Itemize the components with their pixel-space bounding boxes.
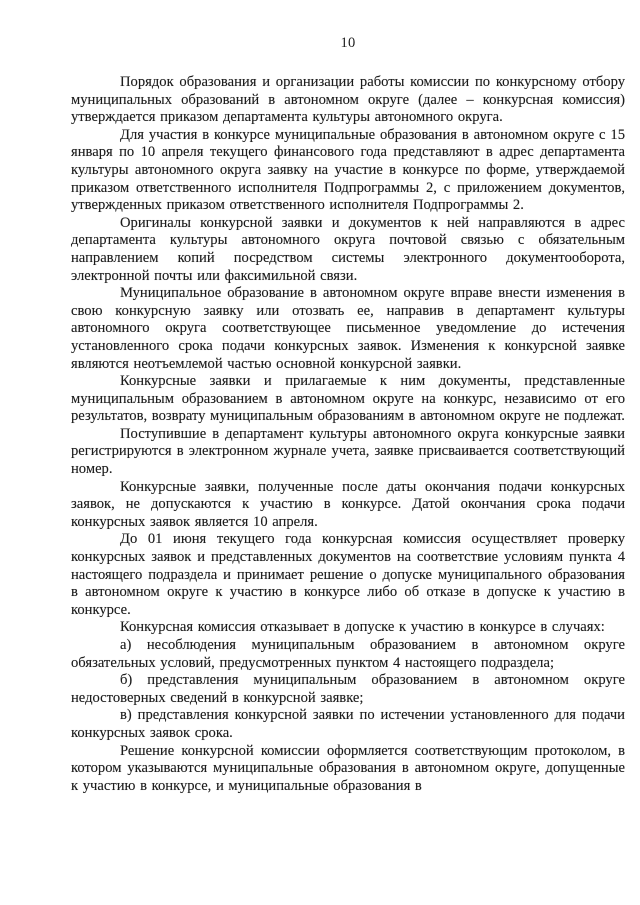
page-number: 10	[340, 35, 356, 51]
paragraph: Муниципальное образование в автономном округе вправе внести изменения в свою конкурсную заявку или отозвать ее, направив в департамент культуры автономного округа соответствующее письменное уведомление до истечения установленного срока подачи конкурсных заявок. Изменения к конкурсной заявке являются неотъемлемой частью основной конкурсной заявки.	[71, 285, 625, 372]
paragraph: в) представления конкурсной заявки по истечении установленного для подачи конкурсных заявок срока.	[71, 707, 625, 741]
paragraph: Оригиналы конкурсной заявки и документов к ней направляются в адрес департамента культуры автономного округа почтовой связью с обязательным направлением копий посредством системы электронного документооборота, электронной почты или факсимильной связи.	[71, 214, 625, 284]
paragraph: Порядок образования и организации работы комиссии по конкурсному отбору муниципальных образований в автономном округе (далее – конкурсная комиссия) утверждается приказом департамента культуры автономного округа.	[71, 74, 625, 126]
paragraph: Для участия в конкурсе муниципальные образования в автономном округе с 15 января по 10 апреля текущего финансового года представляют в адрес департамента культуры автономного округа заявку на участие в конкурсе по форме, утверждаемой приказом ответственного исполнителя Подпрограммы 2, с приложением документов, утвержденных приказом ответственного исполнителя Подпрограммы 2.	[71, 126, 625, 214]
paragraph: Конкурсные заявки и прилагаемые к ним документы, представленные муниципальным образованием в автономном округе на конкурс, независимо от его результатов, возврату муниципальным образованиям в автономном округе не подлежат.	[71, 373, 625, 425]
paragraph: а) несоблюдения муниципальным образованием в автономном округе обязательных условий, предусмотренных пунктом 4 настоящего подраздела;	[71, 637, 625, 671]
paragraph: До 01 июня текущего года конкурсная комиссия осуществляет проверку конкурсных заявок и представленных документов на соответствие условиям пункта 4 настоящего подраздела и принимает решение о допуске муниципального образования в автономном округе к участию в конкурсе либо об отказе в допуске к участию в конкурсе.	[71, 531, 625, 618]
paragraph: Конкурсные заявки, полученные после даты окончания подачи конкурсных заявок, не допускаются к участию в конкурсе. Датой окончания срока подачи конкурсных заявок является 10 апреля.	[71, 478, 625, 530]
paragraph: Решение конкурсной комиссии оформляется соответствующим протоколом, в котором указываются муниципальные образования в автономном округе, допущенные к участию в конкурсе, и муниципальные образования в	[71, 742, 625, 794]
document-body	[71, 74, 625, 795]
paragraph: Конкурсная комиссия отказывает в допуске к участию в конкурсе в случаях:	[120, 619, 605, 636]
paragraph: Поступившие в департамент культуры автономного округа конкурсные заявки регистрируются в электронном журнале учета, заявке присваивается соответствующий номер.	[71, 425, 625, 478]
paragraph: б) представления муниципальным образованием в автономном округе недостоверных сведений в конкурсной заявке;	[71, 672, 625, 706]
